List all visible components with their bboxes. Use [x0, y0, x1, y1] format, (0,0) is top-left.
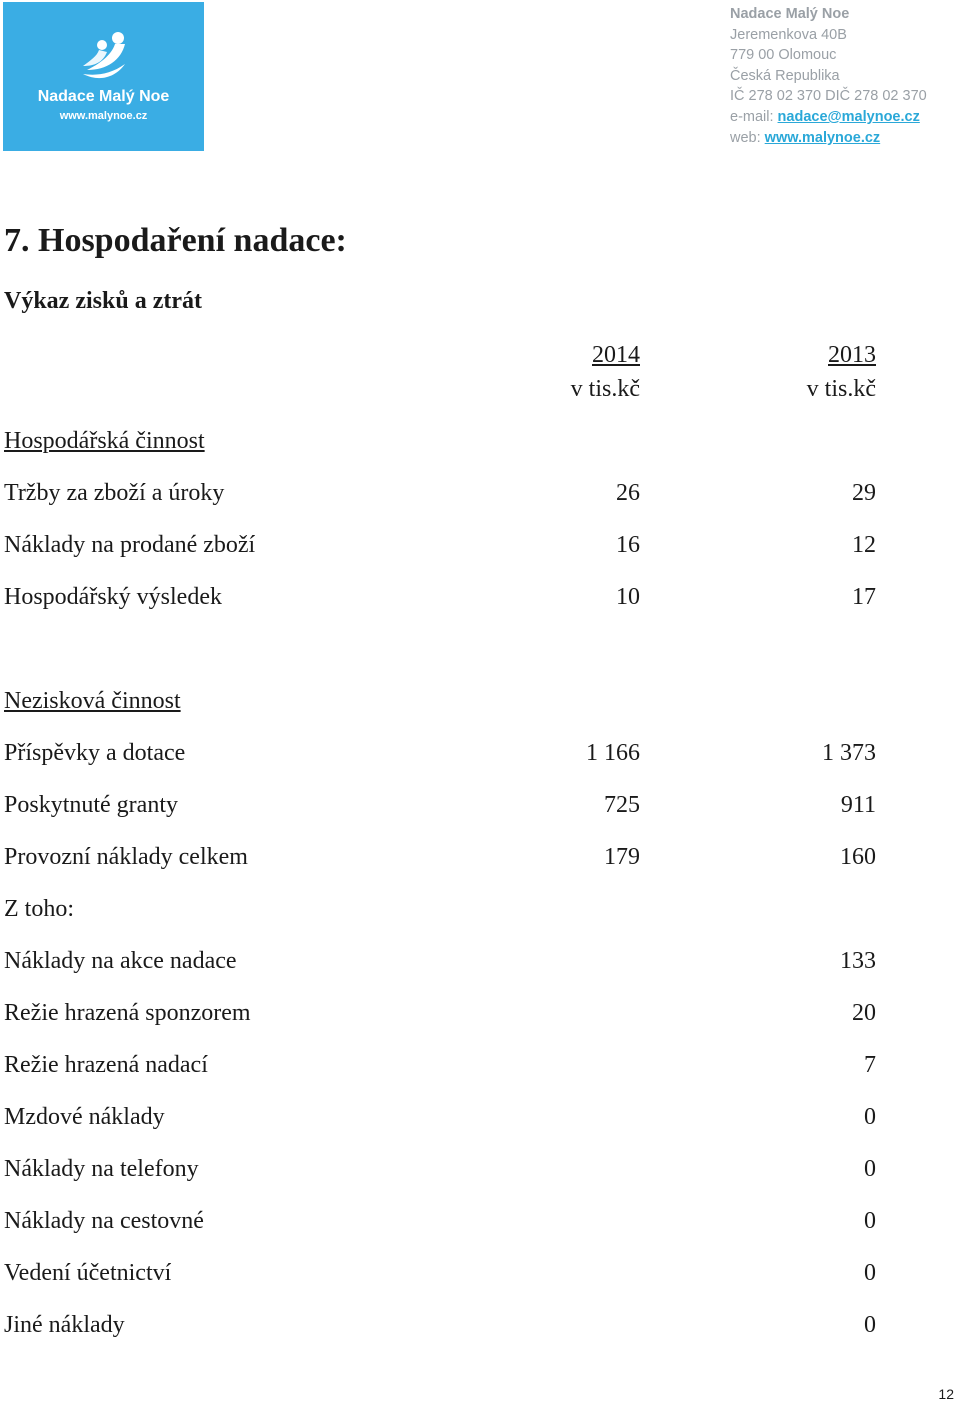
contact-country: Česká Republika [730, 67, 840, 84]
foundation-logo [3, 2, 204, 151]
row-label: Poskytnuté granty [4, 792, 178, 818]
value-2014: 16 [616, 532, 640, 558]
column-header-2014 [440, 338, 640, 406]
logo-name: Nadace Malý Noe [37, 88, 170, 105]
value-2013: 0 [864, 1260, 876, 1286]
table-row [4, 944, 884, 978]
value-2013: 911 [840, 792, 876, 818]
email-label: e-mail: [730, 108, 778, 125]
value-2013: 133 [840, 948, 876, 974]
report-title: Výkaz zisků a ztrát [4, 288, 202, 314]
row-label: Režie hrazená sponzorem [4, 1000, 251, 1026]
contact-block [730, 4, 955, 148]
value-2013: 160 [840, 844, 876, 870]
table-row [4, 1256, 884, 1290]
row-label: Náklady na akce nadace [4, 948, 237, 974]
value-2013: 0 [864, 1312, 876, 1338]
row-label: Vedení účetnictví [4, 1260, 172, 1286]
value-2013: 0 [864, 1208, 876, 1234]
row-label: Mzdové náklady [4, 1104, 165, 1130]
contact-city: 779 00 Olomouc [730, 47, 837, 64]
column-year: 2014 [592, 342, 640, 368]
row-label: Hospodářský výsledek [4, 584, 222, 610]
logo-url: www.malynoe.cz [59, 110, 148, 122]
email-link[interactable]: nadace@malynoe.cz [777, 108, 920, 125]
table-row [4, 1152, 884, 1186]
table-row [4, 476, 884, 510]
row-label: Provozní náklady celkem [4, 844, 248, 870]
column-header-2013 [676, 338, 876, 406]
column-unit: v tis.kč [806, 376, 876, 402]
row-label: Tržby za zboží a úroky [4, 480, 225, 506]
value-2014: 10 [616, 584, 640, 610]
row-label: Režie hrazená nadací [4, 1052, 208, 1078]
table-row [4, 528, 884, 562]
column-year: 2013 [828, 342, 876, 368]
logo-figures-icon [81, 30, 131, 82]
row-label: Příspěvky a dotace [4, 740, 186, 766]
row-label: Hospodářská činnost [4, 428, 205, 454]
value-2013: 0 [864, 1104, 876, 1130]
table-row [4, 1308, 884, 1342]
row-label: Náklady na prodané zboží [4, 532, 256, 558]
table-row [4, 1204, 884, 1238]
contact-email-line [730, 107, 955, 128]
value-2014: 179 [604, 844, 640, 870]
table-row [4, 580, 884, 614]
row-label: Jiné náklady [4, 1312, 125, 1338]
table-row [4, 1048, 884, 1082]
value-2013: 29 [852, 480, 876, 506]
value-2013: 17 [852, 584, 876, 610]
web-label: web: [730, 129, 765, 146]
value-2013: 7 [864, 1052, 876, 1078]
page-number: 12 [938, 1386, 954, 1402]
row-label: Z toho: [4, 896, 74, 922]
row-label: Nezisková činnost [4, 688, 181, 714]
value-2013: 1 373 [822, 740, 876, 766]
table-row [4, 788, 884, 822]
value-2013: 20 [852, 1000, 876, 1026]
row-label: Náklady na telefony [4, 1156, 199, 1182]
value-2014: 725 [604, 792, 640, 818]
table-row [4, 736, 884, 770]
column-unit: v tis.kč [570, 376, 640, 402]
value-2013: 12 [852, 532, 876, 558]
table-row [4, 996, 884, 1030]
row-label: Náklady na cestovné [4, 1208, 204, 1234]
section-row-nonprofit [4, 684, 884, 718]
contact-web-line [730, 128, 955, 149]
contact-street: Jeremenkova 40B [730, 26, 847, 43]
section-row-business [4, 424, 884, 458]
table-row [4, 1100, 884, 1134]
value-2013: 0 [864, 1156, 876, 1182]
value-2014: 1 166 [586, 740, 640, 766]
web-link[interactable]: www.malynoe.cz [764, 129, 881, 146]
section-heading: 7. Hospodaření nadace: [4, 222, 347, 259]
contact-ids: IČ 278 02 370 DIČ 278 02 370 [730, 88, 927, 105]
table-row [4, 892, 884, 926]
value-2014: 26 [616, 480, 640, 506]
contact-org: Nadace Malý Noe [730, 6, 850, 22]
table-row [4, 840, 884, 874]
